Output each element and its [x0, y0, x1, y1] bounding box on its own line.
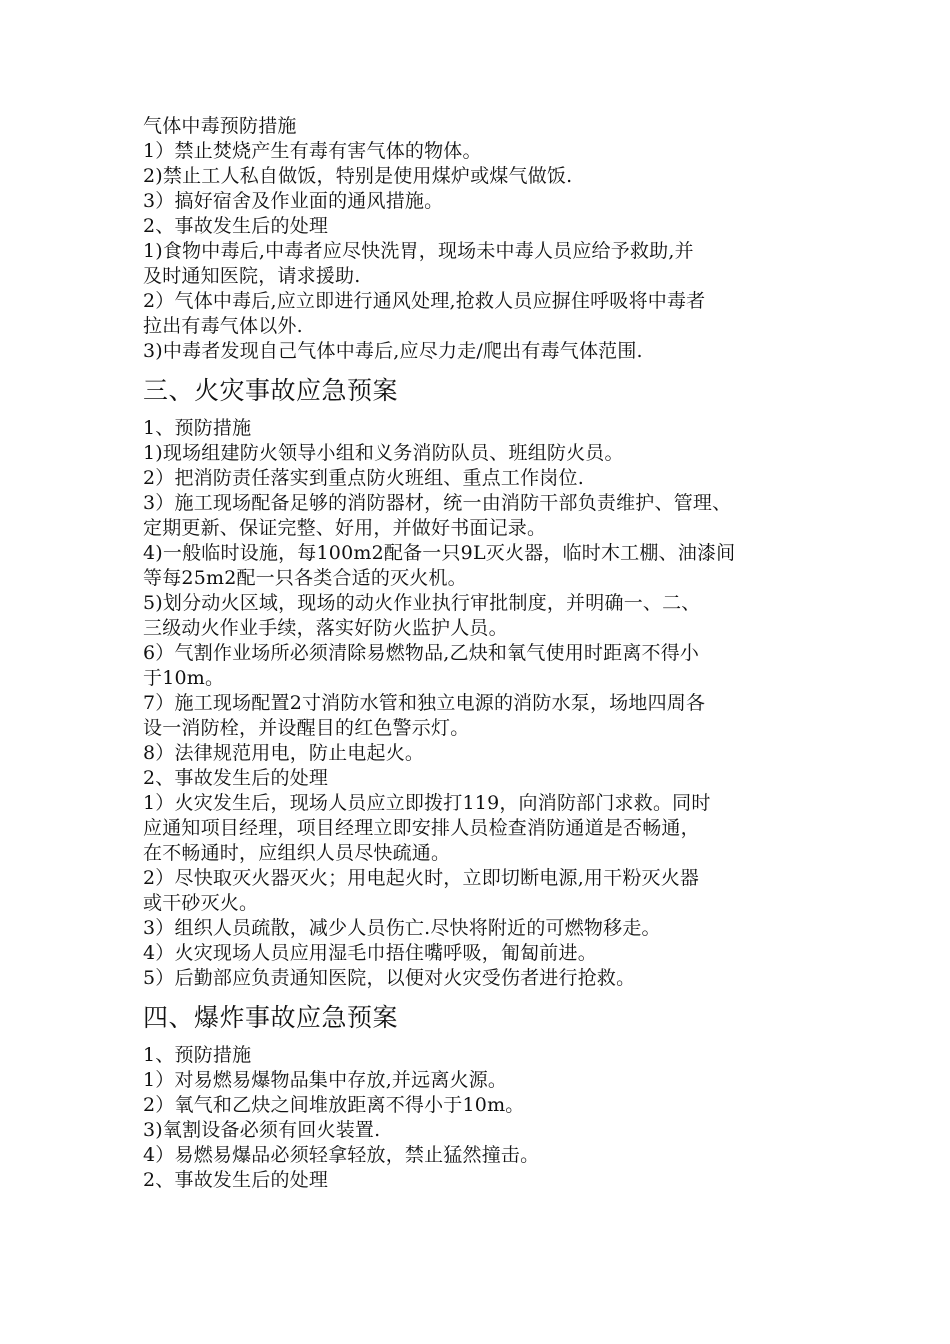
explosion-prevention-4: 4）易燃易爆品必须轻拿轻放，禁止猛然撞击。: [143, 1144, 540, 1166]
gas-after-3: [143, 339, 823, 364]
fire-after-title: 2、事故发生后的处理: [143, 767, 329, 789]
fire-prevention-1-line-1: 1)现场组建防火领导小组和义务消防队员、班组防火员。: [143, 442, 624, 464]
fire-prevention-6: [143, 641, 823, 691]
fire-prevention-6-line-1: 6）气割作业场所必须清除易燃物品,乙炔和氧气使用时距离不得小: [143, 642, 700, 664]
explosion-prevention-3: 3)氧割设备必须有回火装置.: [143, 1119, 381, 1141]
fire-prevention-1: [143, 441, 823, 466]
fire-after-2: [143, 866, 823, 916]
fire-prevention-2-line-1: 2）把消防责任落实到重点防火班组、重点工作岗位.: [143, 467, 584, 489]
fire-prevention-8-line-1: 8）法律规范用电，防止电起火。: [143, 742, 425, 764]
fire-after-1-line-2: 应通知项目经理，项目经理立即安排人员检查消防通道是否畅通，: [143, 817, 700, 839]
fire-prevention-5-line-1: 5)划分动火区域，现场的动火作业执行审批制度，并明确一、二、: [143, 592, 701, 614]
gas-after-2: [143, 289, 823, 339]
gas-after-1: [143, 239, 823, 289]
fire-after-2-line-1: 2）尽快取灭火器灭火；用电起火时，立即切断电源,用干粉灭火器: [143, 867, 700, 889]
fire-after-3: [143, 916, 823, 941]
gas-item-2: 2)禁止工人私自做饭，特别是使用煤炉或煤气做饭.: [143, 165, 573, 187]
fire-prevention-6-line-2: 于10m。: [143, 667, 225, 689]
fire-after-1-line-1: 1）火灾发生后，现场人员应立即拨打119，向消防部门求救。同时: [143, 792, 711, 814]
fire-prevention-7: [143, 691, 823, 741]
gas-item-3: 3）搞好宿舍及作业面的通风措施。: [143, 190, 444, 212]
gas-after-1-line-2: 及时通知医院，请求援助.: [143, 265, 361, 287]
gas-after-1-line-1: 1)食物中毒后,中毒者应尽快洗胃，现场未中毒人员应给予救助,并: [143, 240, 694, 262]
document-content: [143, 114, 823, 1193]
fire-prevention-5-line-2: 三级动火作业手续，落实好防火监护人员。: [143, 617, 508, 639]
fire-prevention-4-line-2: 等每25m2配一只各类合适的灭火机。: [143, 567, 467, 589]
gas-after-2-line-2: 拉出有毒气体以外.: [143, 315, 303, 337]
fire-prevention-3: [143, 491, 823, 541]
fire-after-1-line-3: 在不畅通时，应组织人员尽快疏通。: [143, 842, 451, 864]
fire-after-1: [143, 791, 823, 866]
fire-section-heading: 三、火灾事故应急预案: [143, 376, 399, 405]
explosion-prevention-1: 1）对易燃易爆物品集中存放,并远离火源。: [143, 1069, 508, 1091]
fire-prevention-2: [143, 466, 823, 491]
explosion-prevention-title: 1、预防措施: [143, 1044, 252, 1066]
fire-after-2-line-2: 或干砂灭火。: [143, 892, 259, 914]
fire-after-4: [143, 941, 823, 966]
gas-after-2-line-1: 2）气体中毒后,应立即进行通风处理,抢救人员应摒住呼吸将中毒者: [143, 290, 706, 312]
explosion-after-title: 2、事故发生后的处理: [143, 1169, 329, 1191]
fire-after-3-line-1: 3）组织人员疏散，减少人员伤亡.尽快将附近的可燃物移走。: [143, 917, 661, 939]
fire-after-5-line-1: 5）后勤部应负责通知医院，以便对火灾受伤者进行抢救。: [143, 967, 636, 989]
fire-prevention-8: [143, 741, 823, 766]
fire-after-5: [143, 966, 823, 991]
gas-after-title: 2、事故发生后的处理: [143, 215, 329, 237]
gas-after-3-line-1: 3)中毒者发现自己气体中毒后,应尽力走/爬出有毒气体范围.: [143, 340, 643, 362]
fire-prevention-7-line-1: 7）施工现场配置2寸消防水管和独立电源的消防水泵，场地四周各: [143, 692, 706, 714]
gas-item-1: 1）禁止焚烧产生有毒有害气体的物体。: [143, 140, 482, 162]
fire-prevention-5: [143, 591, 823, 641]
fire-prevention-title: 1、预防措施: [143, 417, 252, 439]
fire-prevention-3-line-2: 定期更新、保证完整、好用，并做好书面记录。: [143, 517, 547, 539]
fire-prevention-3-line-1: 3）施工现场配备足够的消防器材，统一由消防干部负责维护、管理、: [143, 492, 732, 514]
fire-after-4-line-1: 4）火灾现场人员应用湿毛巾捂住嘴呼吸，匍匐前进。: [143, 942, 597, 964]
explosion-section-heading: 四、爆炸事故应急预案: [143, 1003, 399, 1032]
explosion-prevention-2: 2）氧气和乙炔之间堆放距离不得小于10m。: [143, 1094, 525, 1116]
fire-prevention-4-line-1: 4)一般临时设施，每100m2配备一只9L灭火器，临时木工棚、油漆间: [143, 542, 736, 564]
fire-prevention-7-line-2: 设一消防栓，并设醒目的红色警示灯。: [143, 717, 470, 739]
fire-prevention-4: [143, 541, 823, 591]
gas-section-title: 气体中毒预防措施: [143, 115, 297, 137]
